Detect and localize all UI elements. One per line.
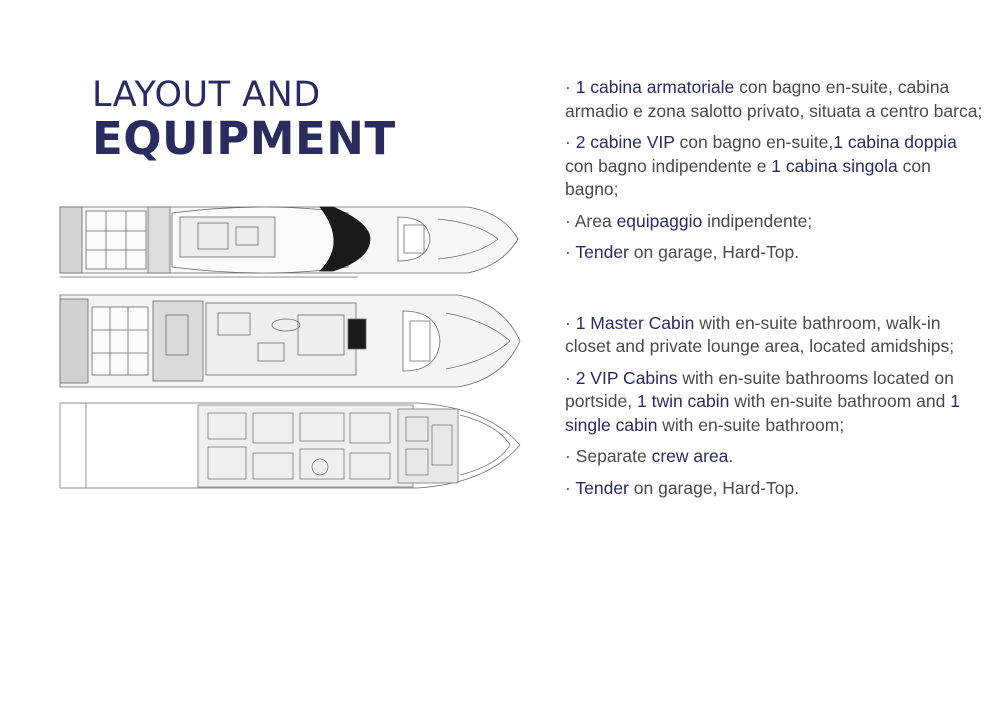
highlight-text: 1 cabina singola: [771, 155, 898, 176]
highlight-text: 1 Master Cabin: [575, 312, 695, 333]
body-text: con bagno indipendente e: [565, 155, 772, 176]
english-description: [565, 312, 985, 501]
body-text: .: [728, 446, 734, 466]
italian-item: [565, 76, 985, 123]
highlight-text: equipaggio: [616, 210, 703, 231]
main-deck-plan: [60, 295, 520, 387]
body-text: · Separate: [565, 446, 652, 466]
highlight-text: crew area: [651, 446, 729, 466]
english-item: [565, 477, 985, 501]
highlight-text: 1 single cabin: [565, 391, 960, 435]
sun-deck-plan: [60, 207, 518, 277]
highlight-text: 2 cabine VIP: [575, 132, 675, 152]
body-text: with en-suite bathroom;: [657, 414, 845, 435]
body-text: with en-suite bathroom and: [729, 391, 951, 411]
body-text: on garage, Hard-Top.: [628, 242, 800, 262]
page-title: [92, 76, 396, 164]
title-line-1: LAYOUT AND: [92, 75, 321, 115]
highlight-text: 2 VIP Cabins: [575, 367, 678, 388]
italian-description: [565, 76, 985, 265]
body-text: con bagno;: [565, 155, 931, 199]
highlight-text: Tender: [575, 242, 629, 262]
italian-item: [565, 241, 985, 265]
description-column: [565, 76, 985, 508]
lower-deck-plan: [60, 403, 520, 488]
body-text: ·: [565, 77, 576, 97]
english-item: [565, 367, 985, 438]
body-text: ·: [565, 367, 576, 388]
title-line-2: EQUIPMENT: [92, 112, 396, 165]
highlight-text: 1 cabina armatoriale: [575, 77, 735, 97]
body-text: indipendente;: [702, 210, 813, 231]
body-text: on garage, Hard-Top.: [628, 477, 800, 498]
highlight-text: 1 cabina doppia: [833, 132, 957, 152]
body-text: ·: [565, 312, 576, 333]
body-text: · Area: [565, 210, 617, 231]
highlight-text: Tender: [575, 477, 629, 498]
body-text: with en-suite bathrooms located on portside,: [565, 367, 954, 411]
body-text: ·: [565, 242, 576, 262]
body-text: con bagno en-suite,: [674, 132, 834, 152]
body-text: with en-suite bathroom, walk-in closet and private lounge area, located amidships;: [565, 312, 955, 356]
body-text: ·: [565, 477, 576, 498]
deck-plans: [58, 203, 523, 493]
body-text: con bagno en-suite, cabina armadio e zona salotto privato, situata a centro barca;: [565, 77, 983, 121]
italian-item: [565, 131, 985, 202]
italian-item: [565, 210, 985, 234]
body-text: ·: [565, 132, 576, 152]
english-item: [565, 312, 985, 359]
english-item: [565, 445, 985, 469]
highlight-text: 1 twin cabin: [636, 391, 730, 411]
